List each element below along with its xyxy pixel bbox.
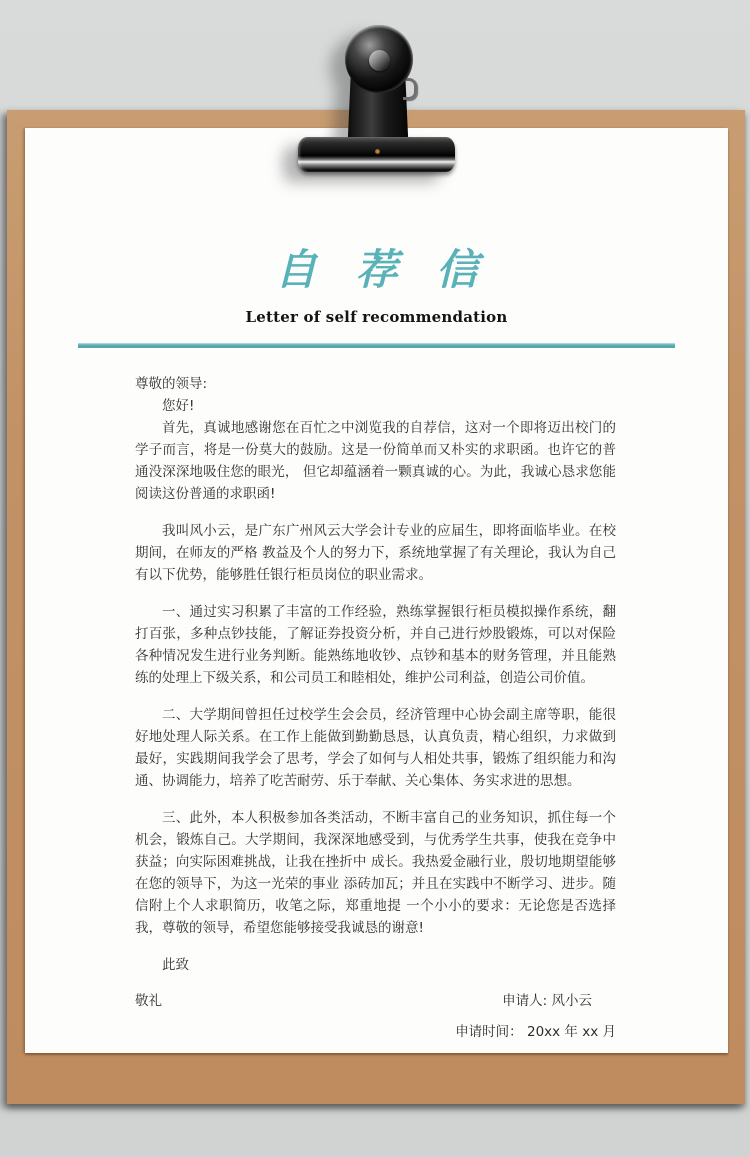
application-date: 申请时间： 20xx 年 xx 月: [455, 1024, 616, 1040]
letter-paragraph: 我叫风小云，是广东广州风云大学会计专业的应届生，即将面临毕业。在校期间，在师友的严格 教益及个人的努力下，系统地掌握了有关理论，我认为自己有以下优势，能够胜任银行柜员岗位的职业需求。: [135, 523, 616, 583]
applicant-name: 申请人: 风小云: [502, 993, 592, 1009]
binder-clip: [270, 20, 470, 185]
application-date-row: [135, 1021, 616, 1043]
clip-lever-hook: [403, 78, 417, 100]
clip-hole: [369, 50, 390, 71]
teal-divider: [78, 343, 675, 348]
letter-paragraph: 三、此外，本人积极参加各类活动，不断丰富自己的业务知识，抓住每一个机会，锻炼自己。大学期间，我深深地感受到，与优秀学生共事，使我在竞争中获益；向实际困难挑战，让我在挫折中 成长。我热爱金融行业，殷切地期望能够在您的领导下，为这一光荣的事业 添砖加瓦；并且在实践中不断学习、进步。随信附上个人求职简历，收笔之际，郑重地提 一个小小的要求：无论您是否选择我，尊敬的领导，希望您能够接受我诚恳的谢意!: [135, 810, 616, 936]
page-subtitle: Letter of self recommendation: [245, 308, 508, 326]
clip-base-bar: [298, 137, 455, 172]
clipboard-board: [7, 110, 745, 1104]
letter-paper: [25, 128, 728, 1053]
letter-body: [135, 373, 616, 1043]
clip-glint: [375, 149, 380, 154]
letter-paragraph: 二、大学期间曾担任过校学生会会员，经济管理中心协会副主席等职，能很好地处理人际关系。在工作上能做到勤勤恳恳，认真负责，精心组织，力求做到最好，实践期间我学会了思考，学会了如何与人相处共事，锻炼了组织能力和沟通、协调能力，培养了吃苦耐劳、乐于奉献、关心集体、务实求进的思想。: [135, 707, 616, 789]
signature-row: [135, 990, 616, 1012]
page-title: 自 荐 信: [274, 245, 491, 294]
closing-cizhi: 此致: [162, 957, 189, 973]
greeting-text: 您好!: [162, 398, 195, 414]
letter-paragraph: 一、通过实习积累了丰富的工作经验，熟练掌握银行柜员模拟操作系统，翻打百张，多种点钞技能，了解证券投资分析，并自己进行炒股锻炼，可以对保险各种情况发生进行业务判断。能熟练地收钞、点钞和基本的财务管理，并且能熟练的处理上下级关系，和公司员工和睦相处，维护公司利益，创造公司价值。: [135, 604, 616, 686]
clip-head: [345, 25, 413, 93]
salutation-text: 尊敬的领导:: [135, 376, 208, 392]
closing-jingli: 敬礼: [135, 993, 162, 1009]
letter-paragraph: 首先，真诚地感谢您在百忙之中浏览我的自荐信，这对一个即将迈出校门的学子而言，将是一份莫大的鼓励。这是一份简单而又朴实的求职函。也许它的普通没深深地吸住您的眼光， 但它却蕴涵着一颗真诚的心。为此，我诚心恳求您能阅读这份普通的求职函!: [135, 420, 616, 502]
